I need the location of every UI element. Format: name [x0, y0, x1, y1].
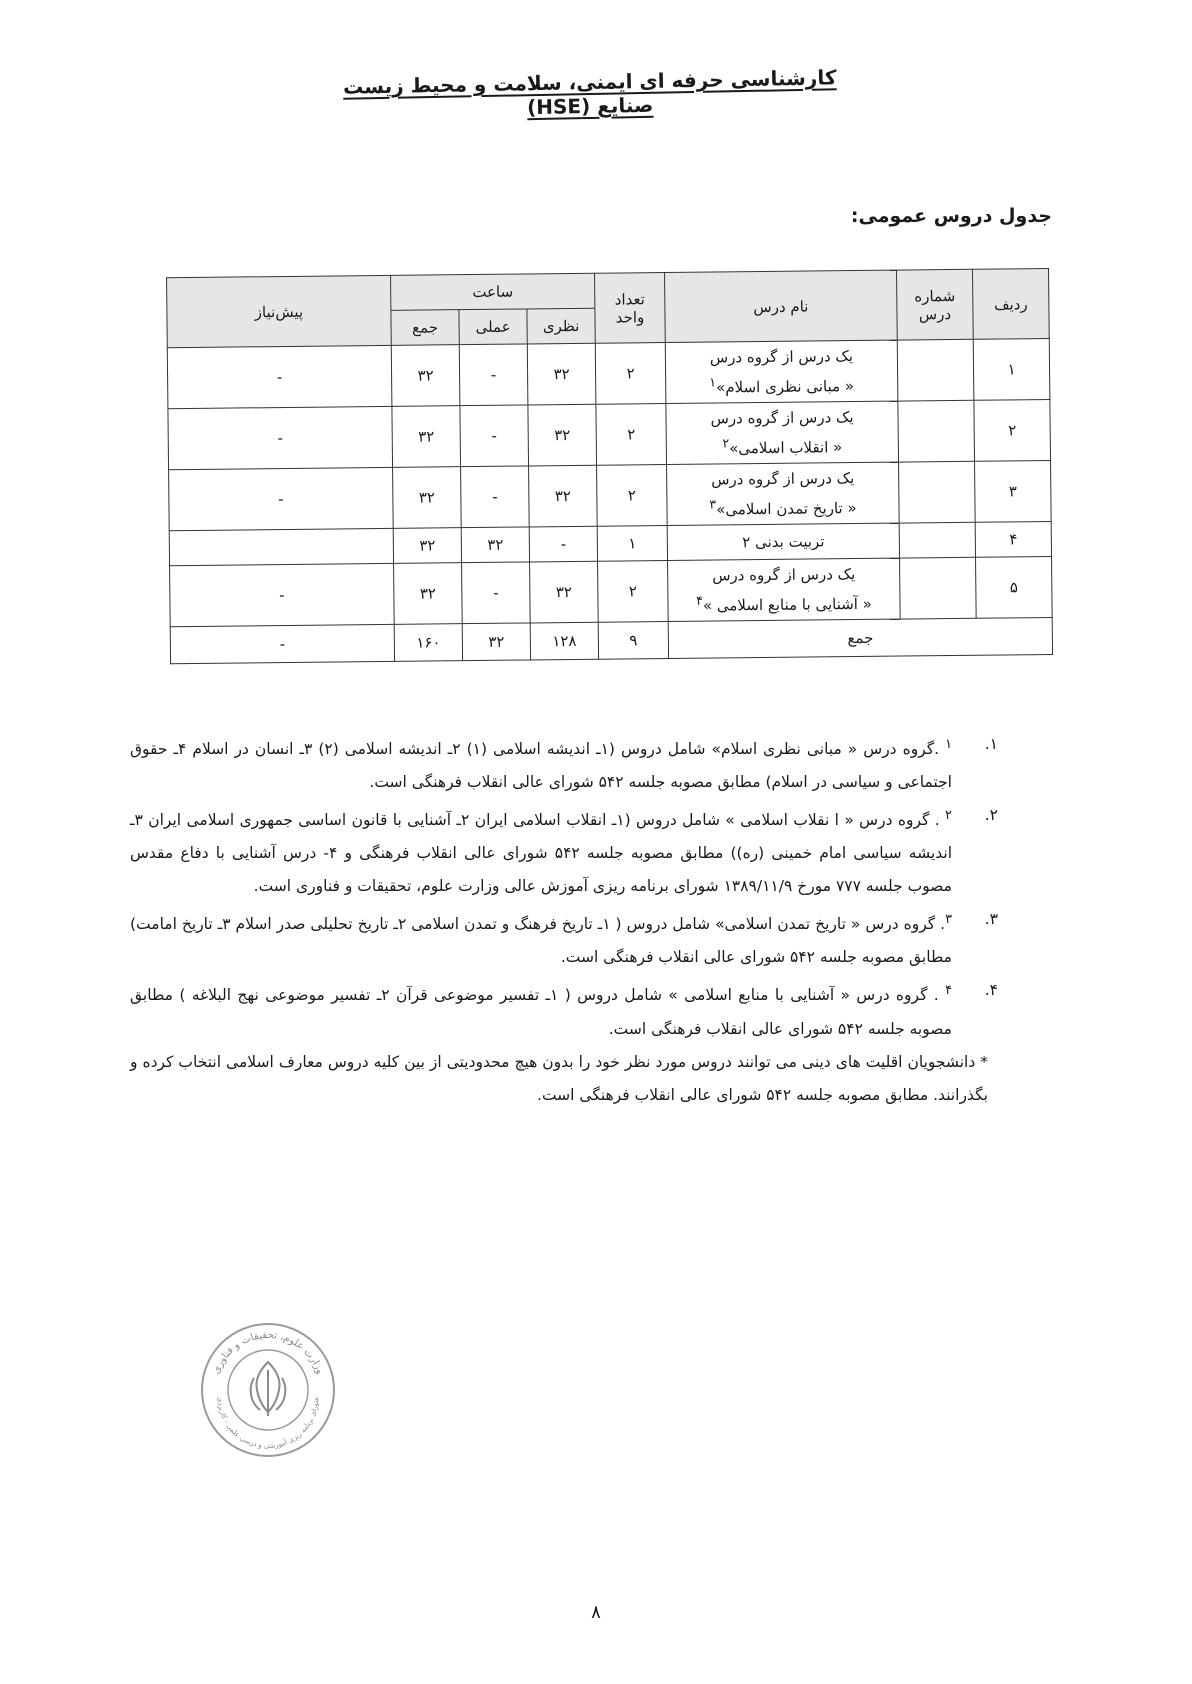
cell-course-name: [667, 523, 899, 560]
section-heading: جدول دروس عمومی:: [850, 205, 1052, 227]
cell-units: ۲: [595, 343, 666, 405]
cell-theory: -: [529, 526, 597, 562]
footnote-superscript: ۳: [945, 912, 953, 928]
cell-radif: ۵: [976, 556, 1053, 618]
footnote-text: . گروه درس « ا نقلاب اسلامی » شامل دروس (۱ـ انقلاب اسلامی ایران ۲ـ آشنایی با قانون اساسی جمهوری اسلامی ایران ۳ـ اندیشه سیاسی امام خمینی (ره)) مطابق مصوبه جلسه ۵۴۲ شورای عالی انقلاب فرهنگی و ۴- درس آشنایی با دفاع مقدس مصوب جلسه ۷۷۷ مورخ ۱۳۸۹/۱۱/۹ شورای برنامه ریزی آموزش عالی وزارت علوم، تحقیقات و فناوری است.: [130, 811, 952, 896]
footnote-ref: ۴: [696, 592, 703, 608]
cell-radif: ۳: [975, 460, 1052, 522]
header-practical: عملی: [459, 309, 527, 345]
footnote-number: ۳.: [984, 910, 998, 929]
footnote-number: ۱.: [984, 735, 998, 753]
cell-radif: ۲: [974, 399, 1051, 461]
cell-course-number: [899, 522, 975, 558]
cell-course-number: [897, 339, 974, 401]
general-courses-table: [166, 268, 1052, 664]
cell-course-name: [665, 340, 898, 403]
course-name-line2: « مبانی نظری اسلام»: [716, 376, 855, 396]
course-name-line2: « تاریخ تمدن اسلامی»: [716, 498, 857, 518]
footnote-item: [130, 728, 1000, 799]
course-name-line1: تربیت بدنی ۲: [742, 532, 825, 552]
header-theory: نظری: [527, 308, 595, 344]
table-row: [168, 399, 1051, 469]
footnote-superscript: ۴: [945, 983, 953, 999]
footnote-item: [130, 799, 1000, 903]
seal-emblem-icon: [198, 1320, 338, 1460]
page-title-text: کارشناسی حرفه ای ایمنی، سلامت و محیط زیست صنایع: [342, 65, 837, 118]
cell-radif: ۴: [975, 521, 1051, 557]
cell-course-name: [666, 401, 899, 464]
header-course-name: نام درس: [665, 270, 898, 342]
cell-practical: -: [462, 562, 531, 624]
header-units: تعداد واحد: [595, 273, 666, 344]
table-row: [169, 460, 1052, 530]
header-prerequisite: پیش‌نیاز: [167, 275, 392, 347]
cell-course-name: [667, 462, 900, 525]
cell-total-hours: ۱۶۰: [394, 624, 462, 662]
page-number: ۸: [591, 1602, 601, 1623]
cell-total: ۳۲: [391, 345, 460, 407]
footnote-ref: ۱: [709, 373, 717, 390]
header-radif: ردیف: [973, 268, 1050, 339]
footnote-item: [130, 903, 1000, 974]
cell-units: ۲: [598, 561, 669, 623]
courses-table: [166, 268, 1053, 664]
footnotes: [130, 728, 1000, 1112]
table-total-row: [170, 617, 1052, 663]
cell-practical: -: [459, 344, 528, 406]
cell-theory: ۳۲: [529, 465, 598, 527]
seal-text-bottom: شورای برنامه ریزی آموزشی و درسی علمی - کاربردی: [215, 1396, 321, 1451]
cell-theory: ۳۲: [528, 404, 597, 466]
cell-theory: ۳۲: [527, 343, 596, 405]
cell-total-label: جمع: [668, 617, 1052, 658]
cell-units: ۲: [596, 404, 667, 466]
cell-total: ۳۲: [393, 528, 461, 564]
footnote-text: .گروه درس « مبانی نظری اسلام» شامل دروس (۱ـ اندیشه اسلامی (۱) ۲ـ اندیشه اسلامی (۲) ۳ـ انسان در اسلام ۴ـ حقوق اجتماعی و سیاسی در اسلام) مطابق مصوبه جلسه ۵۴۲ شورای عالی انقلاب فرهنگی است.: [130, 740, 952, 792]
cell-total-units: ۹: [598, 621, 668, 659]
cell-prerequisite: [169, 528, 393, 565]
course-name-line2: « آشنایی با منابع اسلامی »: [702, 594, 872, 615]
table-row: [167, 338, 1050, 408]
cell-total: ۳۲: [392, 406, 461, 468]
course-name-line2: « انقلاب اسلامی»: [729, 437, 843, 457]
cell-prerequisite: -: [167, 345, 392, 408]
cell-practical: -: [460, 405, 529, 467]
cell-total-practical: ۳۲: [462, 623, 530, 661]
cell-units: ۱: [597, 526, 667, 562]
page-title: [320, 65, 861, 123]
header-hours: ساعت: [391, 273, 595, 310]
minority-students-note: * دانشجویان اقلیت های دینی می توانند دروس مورد نظر خود را بدون هیچ محدودیتی از بین کلیه دروس معارف اسلامی انتخاب کرده و بگذرانند. مطابق مصوبه جلسه ۵۴۲ شورای عالی انقلاب فرهنگی است.: [130, 1052, 988, 1104]
footnote-number: ۲.: [984, 806, 998, 825]
course-name-line1: یک درس از گروه درس: [710, 408, 854, 428]
cell-total: ۳۲: [393, 467, 462, 529]
seal-text-top: وزارت علوم، تحقیقات و فناوری: [210, 1329, 326, 1376]
cell-radif: ۱: [973, 338, 1050, 400]
footnote-ref: ۲: [722, 434, 730, 450]
cell-course-name: [668, 558, 901, 621]
footnote-text: . گروه درس « آشنایی با منابع اسلامی » شامل دروس ( ۱ـ تفسیر موضوعی قرآن ۲ـ تفسیر موضوعی نهج البلاغه ) مطابق مصوبه جلسه ۵۴۲ شورای عالی انقلاب فرهنگی است.: [130, 986, 952, 1038]
header-course-number: شماره درس: [897, 269, 974, 340]
cell-total: ۳۲: [394, 563, 463, 625]
course-name-line1: یک درس از گروه درس: [711, 469, 855, 489]
page-title-code: (HSE): [526, 94, 591, 120]
course-name-line1: یک درس از گروه درس: [709, 347, 854, 367]
cell-course-number: [899, 461, 976, 523]
cell-units: ۲: [597, 465, 668, 527]
cell-course-number: [900, 557, 977, 619]
footnote-text: . گروه درس « تاریخ تمدن اسلامی» شامل دروس ( ۱ـ تاریخ فرهنگ و تمدن اسلامی ۲ـ تاریخ تحلیلی صدر اسلام ۳ـ تاریخ امامت) مطابق مصوبه جلسه ۵۴۲ شورای عالی انقلاب فرهنگی است.: [130, 915, 952, 967]
footnote-ref: ۳: [709, 495, 717, 512]
cell-practical: -: [461, 466, 530, 528]
cell-prerequisite: -: [169, 467, 394, 530]
cell-prerequisite: -: [168, 406, 393, 469]
footnote-superscript: ۲: [945, 808, 952, 824]
cell-practical: ۳۲: [461, 527, 529, 563]
cell-theory: ۳۲: [530, 561, 599, 623]
cell-total-theory: ۱۲۸: [530, 622, 598, 660]
ministry-seal: [198, 1320, 338, 1460]
cell-course-number: [898, 400, 975, 462]
course-name-line1: یک درس از گروه درس: [712, 565, 856, 585]
footnote-item: [130, 974, 1000, 1045]
cell-prerequisite: -: [170, 563, 395, 626]
cell-total-prerequisite: -: [170, 624, 394, 663]
footnote-superscript: ۱: [945, 737, 952, 752]
table-row: [170, 556, 1053, 626]
footnote-number: ۴.: [984, 981, 998, 1000]
header-total: جمع: [391, 310, 459, 346]
